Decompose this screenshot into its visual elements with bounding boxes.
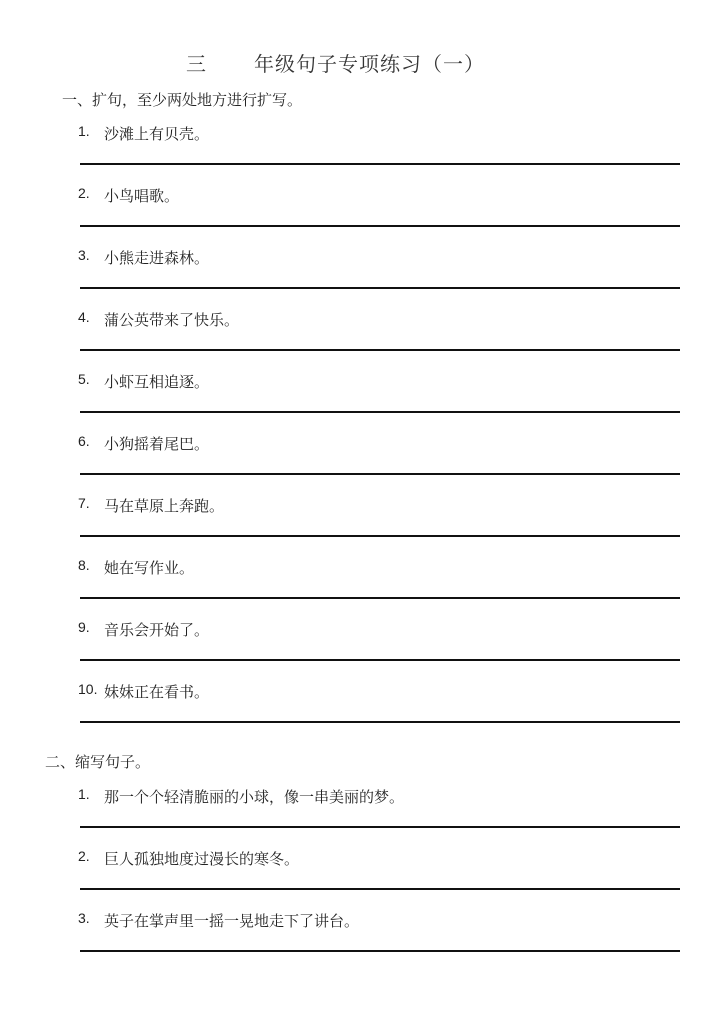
title-grade: 三	[186, 52, 206, 76]
item-sentence: 沙滩上有贝壳。	[104, 125, 210, 143]
item-sentence: 她在写作业。	[104, 559, 195, 577]
answer-line[interactable]	[80, 225, 680, 227]
item-sentence: 小狗摇着尾巴。	[104, 435, 210, 453]
exercise-item	[78, 371, 680, 433]
item-number: 7.	[78, 495, 90, 511]
answer-line[interactable]	[80, 411, 680, 413]
item-number: 3.	[78, 910, 90, 926]
item-number: 2.	[78, 185, 90, 201]
title-text: 年级句子专项练习（一）	[254, 52, 485, 76]
item-sentence: 英子在掌声里一摇一晃地走下了讲台。	[104, 912, 360, 930]
item-number: 9.	[78, 619, 90, 635]
item-number: 6.	[78, 433, 90, 449]
item-sentence: 蒲公英带来了快乐。	[104, 311, 240, 329]
item-number: 5.	[78, 371, 90, 387]
answer-line[interactable]	[80, 950, 680, 952]
item-sentence: 马在草原上奔跑。	[104, 497, 225, 515]
item-number: 1.	[78, 123, 90, 139]
section2-heading: 二、缩写句子。	[45, 753, 151, 771]
exercise-item	[78, 848, 680, 910]
item-sentence: 小鸟唱歌。	[104, 187, 180, 205]
answer-line[interactable]	[80, 535, 680, 537]
item-sentence: 那一个个轻清脆丽的小球，像一串美丽的梦。	[104, 788, 405, 806]
section1-heading: 一、扩句，至少两处地方进行扩写。	[62, 91, 303, 109]
exercise-item	[78, 123, 680, 185]
answer-line[interactable]	[80, 349, 680, 351]
item-number: 4.	[78, 309, 90, 325]
item-sentence: 小熊走进森林。	[104, 249, 210, 267]
answer-line[interactable]	[80, 163, 680, 165]
exercise-item	[78, 910, 680, 972]
item-number: 1.	[78, 786, 90, 802]
answer-line[interactable]	[80, 659, 680, 661]
exercise-item	[78, 185, 680, 247]
item-sentence: 音乐会开始了。	[104, 621, 210, 639]
exercise-item	[78, 433, 680, 495]
exercise-item	[78, 247, 680, 309]
answer-line[interactable]	[80, 888, 680, 890]
answer-line[interactable]	[80, 597, 680, 599]
exercise-item	[78, 557, 680, 619]
exercise-item	[78, 309, 680, 371]
item-number: 2.	[78, 848, 90, 864]
item-sentence: 巨人孤独地度过漫长的寒冬。	[104, 850, 300, 868]
exercise-item	[78, 786, 680, 848]
exercise-item	[78, 495, 680, 557]
item-number: 8.	[78, 557, 90, 573]
item-sentence: 小虾互相追逐。	[104, 373, 210, 391]
answer-line[interactable]	[80, 287, 680, 289]
exercise-item	[78, 619, 680, 681]
item-number: 10.	[78, 681, 98, 697]
item-number: 3.	[78, 247, 90, 263]
answer-line[interactable]	[80, 721, 680, 723]
answer-line[interactable]	[80, 826, 680, 828]
item-sentence: 妹妹正在看书。	[104, 683, 210, 701]
exercise-item	[78, 681, 680, 743]
answer-line[interactable]	[80, 473, 680, 475]
